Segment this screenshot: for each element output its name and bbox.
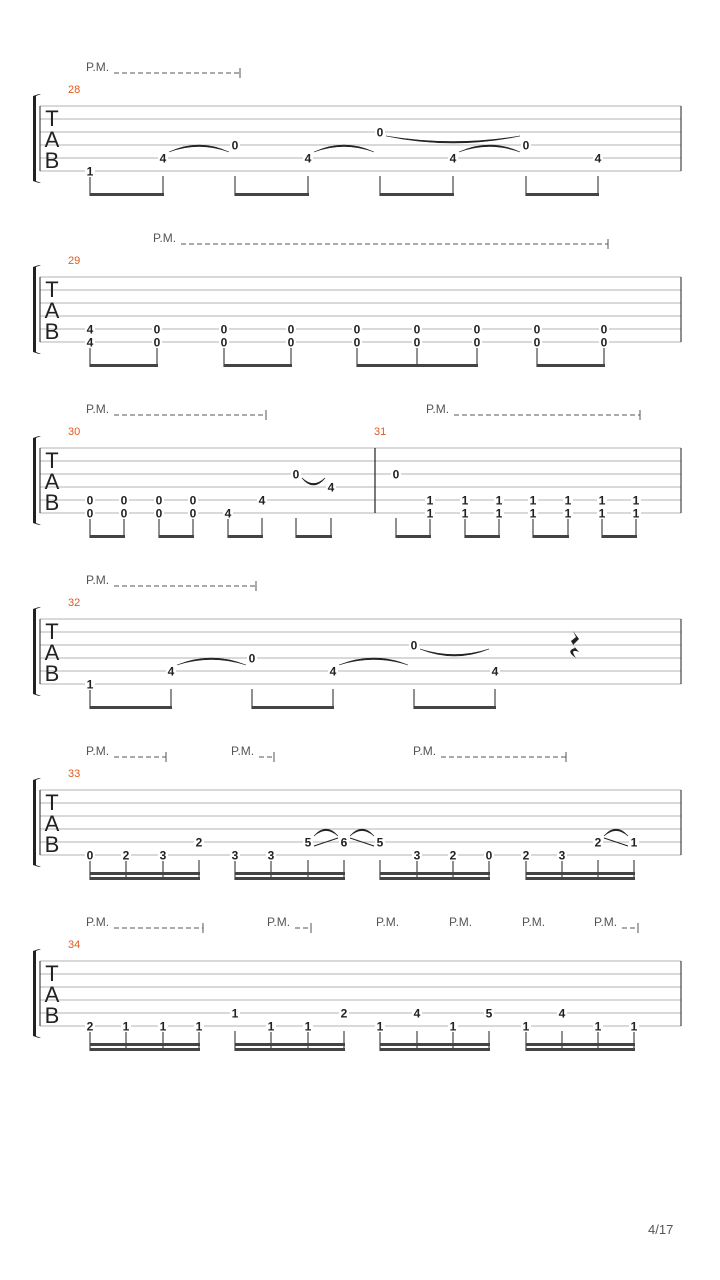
fret-number: 0 [533, 335, 541, 350]
fret-number: 0 [220, 322, 228, 337]
beam [526, 193, 599, 196]
beam [235, 877, 345, 880]
fret-number: 4 [258, 493, 266, 508]
tab-system-1 [33, 60, 681, 196]
fret-number: 1 [426, 506, 434, 521]
measure-number: 31 [374, 426, 387, 438]
fret-number: 3 [267, 848, 275, 863]
tab-clef-letter: A [44, 811, 60, 836]
beam [235, 1048, 345, 1051]
tab-clef-letter: A [44, 469, 60, 494]
beam [252, 706, 334, 709]
beam [90, 535, 125, 538]
beam [90, 706, 172, 709]
tab-clef-letter: A [44, 127, 60, 152]
fret-number: 0 [522, 138, 530, 153]
measure-number: 34 [68, 939, 81, 951]
fret-number: 0 [189, 493, 197, 508]
fret-number: 0 [220, 335, 228, 350]
fret-number: 0 [353, 322, 361, 337]
fret-number: 4 [413, 1006, 421, 1021]
beam [602, 535, 637, 538]
fret-number: 1 [231, 1006, 239, 1021]
measure-number: 30 [68, 426, 81, 438]
fret-number: 1 [632, 493, 640, 508]
fret-number: 0 [376, 125, 384, 140]
fret-number: 1 [304, 1019, 312, 1034]
beam [526, 872, 635, 875]
fret-number: 0 [287, 335, 295, 350]
fret-number: 1 [564, 493, 572, 508]
fret-number: 0 [231, 138, 239, 153]
fret-number: 1 [522, 1019, 530, 1034]
tie [604, 829, 628, 836]
fret-number: 0 [392, 467, 400, 482]
fret-number: 0 [287, 322, 295, 337]
measure-number: 28 [68, 84, 81, 96]
tab-system-4 [33, 573, 681, 709]
palm-mute-label: P.M. [413, 744, 437, 758]
fret-number: 0 [153, 335, 161, 350]
fret-number: 0 [248, 651, 256, 666]
beam [380, 1043, 490, 1046]
fret-number: 0 [473, 335, 481, 350]
palm-mute-label: P.M. [426, 402, 450, 416]
fret-number: 2 [594, 835, 602, 850]
palm-mute-label: P.M. [449, 915, 473, 929]
tab-clef-letter: T [45, 277, 59, 302]
tab-clef-letter: B [44, 148, 60, 173]
fret-number: 1 [376, 1019, 384, 1034]
beam [159, 535, 194, 538]
palm-mute-label: P.M. [86, 744, 110, 758]
beam [380, 877, 490, 880]
beam [235, 193, 309, 196]
fret-number: 1 [594, 1019, 602, 1034]
palm-mute-label: P.M. [594, 915, 618, 929]
fret-number: 0 [353, 335, 361, 350]
beam [296, 535, 332, 538]
beam [465, 535, 500, 538]
fret-number: 0 [413, 335, 421, 350]
fret-number: 3 [558, 848, 566, 863]
palm-mute-label: P.M. [376, 915, 400, 929]
fret-number: 2 [86, 1019, 94, 1034]
beam [90, 872, 200, 875]
tie [420, 649, 489, 656]
fret-number: 1 [564, 506, 572, 521]
tab-clef-letter: B [44, 490, 60, 515]
fret-number: 5 [304, 835, 312, 850]
fret-number: 1 [630, 835, 638, 850]
palm-mute-label: P.M. [231, 744, 255, 758]
fret-number: 3 [231, 848, 239, 863]
fret-number: 0 [413, 322, 421, 337]
fret-number: 4 [167, 664, 175, 679]
fret-number: 4 [329, 664, 337, 679]
fret-number: 1 [267, 1019, 275, 1034]
fret-number: 1 [195, 1019, 203, 1034]
fret-number: 5 [376, 835, 384, 850]
beam [537, 364, 605, 367]
fret-number: 2 [449, 848, 457, 863]
tab-system-2 [33, 231, 681, 367]
palm-mute-label: P.M. [153, 231, 177, 245]
tie [169, 145, 229, 152]
fret-number: 0 [600, 335, 608, 350]
tab-clef-letter: B [44, 832, 60, 857]
tab-system-6 [33, 915, 681, 1051]
fret-number: 0 [153, 322, 161, 337]
fret-number: 0 [600, 322, 608, 337]
fret-number: 0 [86, 506, 94, 521]
beam [228, 535, 263, 538]
tie [386, 136, 520, 143]
tab-clef-letter: B [44, 661, 60, 686]
tab-clef-letter: A [44, 640, 60, 665]
fret-number: 1 [86, 164, 94, 179]
palm-mute-label: P.M. [86, 60, 110, 74]
fret-number: 4 [327, 480, 335, 495]
fret-number: 0 [410, 638, 418, 653]
fret-number: 0 [120, 506, 128, 521]
fret-number: 4 [304, 151, 312, 166]
fret-number: 4 [491, 664, 499, 679]
tab-system-3 [33, 402, 681, 538]
tab-clef-letter: T [45, 106, 59, 131]
fret-number: 1 [529, 506, 537, 521]
tab-system-5 [33, 744, 681, 880]
fret-number: 1 [122, 1019, 130, 1034]
beam [526, 1048, 635, 1051]
tab-clef-letter: T [45, 790, 59, 815]
tie [177, 658, 246, 665]
tie [314, 829, 338, 836]
tie [459, 145, 520, 152]
fret-number: 2 [340, 1006, 348, 1021]
palm-mute-label: P.M. [86, 402, 110, 416]
fret-number: 4 [449, 151, 457, 166]
measure-number: 29 [68, 255, 81, 267]
tie [314, 145, 374, 152]
fret-number: 4 [86, 335, 94, 350]
fret-number: 4 [558, 1006, 566, 1021]
fret-number: 3 [413, 848, 421, 863]
palm-mute-label: P.M. [86, 915, 110, 929]
beam [235, 872, 345, 875]
beam [414, 706, 496, 709]
measure-number: 33 [68, 768, 81, 780]
beam [90, 364, 158, 367]
fret-number: 5 [485, 1006, 493, 1021]
fret-number: 0 [189, 506, 197, 521]
fret-number: 6 [340, 835, 348, 850]
fret-number: 3 [159, 848, 167, 863]
fret-number: 1 [495, 506, 503, 521]
tab-clef-letter: B [44, 319, 60, 344]
fret-number: 1 [449, 1019, 457, 1034]
beam [357, 364, 478, 367]
fret-number: 1 [426, 493, 434, 508]
fret-number: 2 [522, 848, 530, 863]
tab-clef-letter: A [44, 982, 60, 1007]
beam [526, 1043, 635, 1046]
fret-number: 4 [159, 151, 167, 166]
fret-number: 1 [495, 493, 503, 508]
beam [396, 535, 431, 538]
beam [90, 877, 200, 880]
beam [533, 535, 569, 538]
fret-number: 0 [155, 493, 163, 508]
beam [380, 872, 490, 875]
fret-number: 1 [598, 506, 606, 521]
beam [235, 1043, 345, 1046]
beam [90, 1043, 200, 1046]
tab-clef-letter: T [45, 619, 59, 644]
beam [526, 877, 635, 880]
fret-number: 2 [195, 835, 203, 850]
tab-clef-letter: B [44, 1003, 60, 1028]
fret-number: 4 [594, 151, 602, 166]
fret-number: 0 [86, 848, 94, 863]
fret-number: 2 [122, 848, 130, 863]
fret-number: 4 [224, 506, 232, 521]
fret-number: 1 [461, 506, 469, 521]
tie [339, 658, 408, 665]
palm-mute-label: P.M. [522, 915, 546, 929]
tab-clef-letter: T [45, 961, 59, 986]
fret-number: 1 [632, 506, 640, 521]
fret-number: 0 [155, 506, 163, 521]
beam [90, 1048, 200, 1051]
palm-mute-label: P.M. [86, 573, 110, 587]
tab-clef-letter: A [44, 298, 60, 323]
page-number: 4/17 [648, 1222, 674, 1237]
tab-clef-letter: T [45, 448, 59, 473]
fret-number: 4 [86, 322, 94, 337]
quarter-rest [570, 631, 579, 658]
fret-number: 0 [120, 493, 128, 508]
beam [90, 193, 164, 196]
fret-number: 0 [533, 322, 541, 337]
fret-number: 1 [529, 493, 537, 508]
fret-number: 1 [159, 1019, 167, 1034]
tie [350, 829, 374, 836]
fret-number: 0 [473, 322, 481, 337]
fret-number: 1 [598, 493, 606, 508]
measure-number: 32 [68, 597, 81, 609]
fret-number: 0 [86, 493, 94, 508]
palm-mute-label: P.M. [267, 915, 291, 929]
fret-number: 0 [292, 467, 300, 482]
fret-number: 0 [485, 848, 493, 863]
beam [224, 364, 292, 367]
beam [380, 1048, 490, 1051]
fret-number: 1 [86, 677, 94, 692]
fret-number: 1 [461, 493, 469, 508]
fret-number: 1 [630, 1019, 638, 1034]
beam [380, 193, 454, 196]
tie [302, 478, 325, 485]
